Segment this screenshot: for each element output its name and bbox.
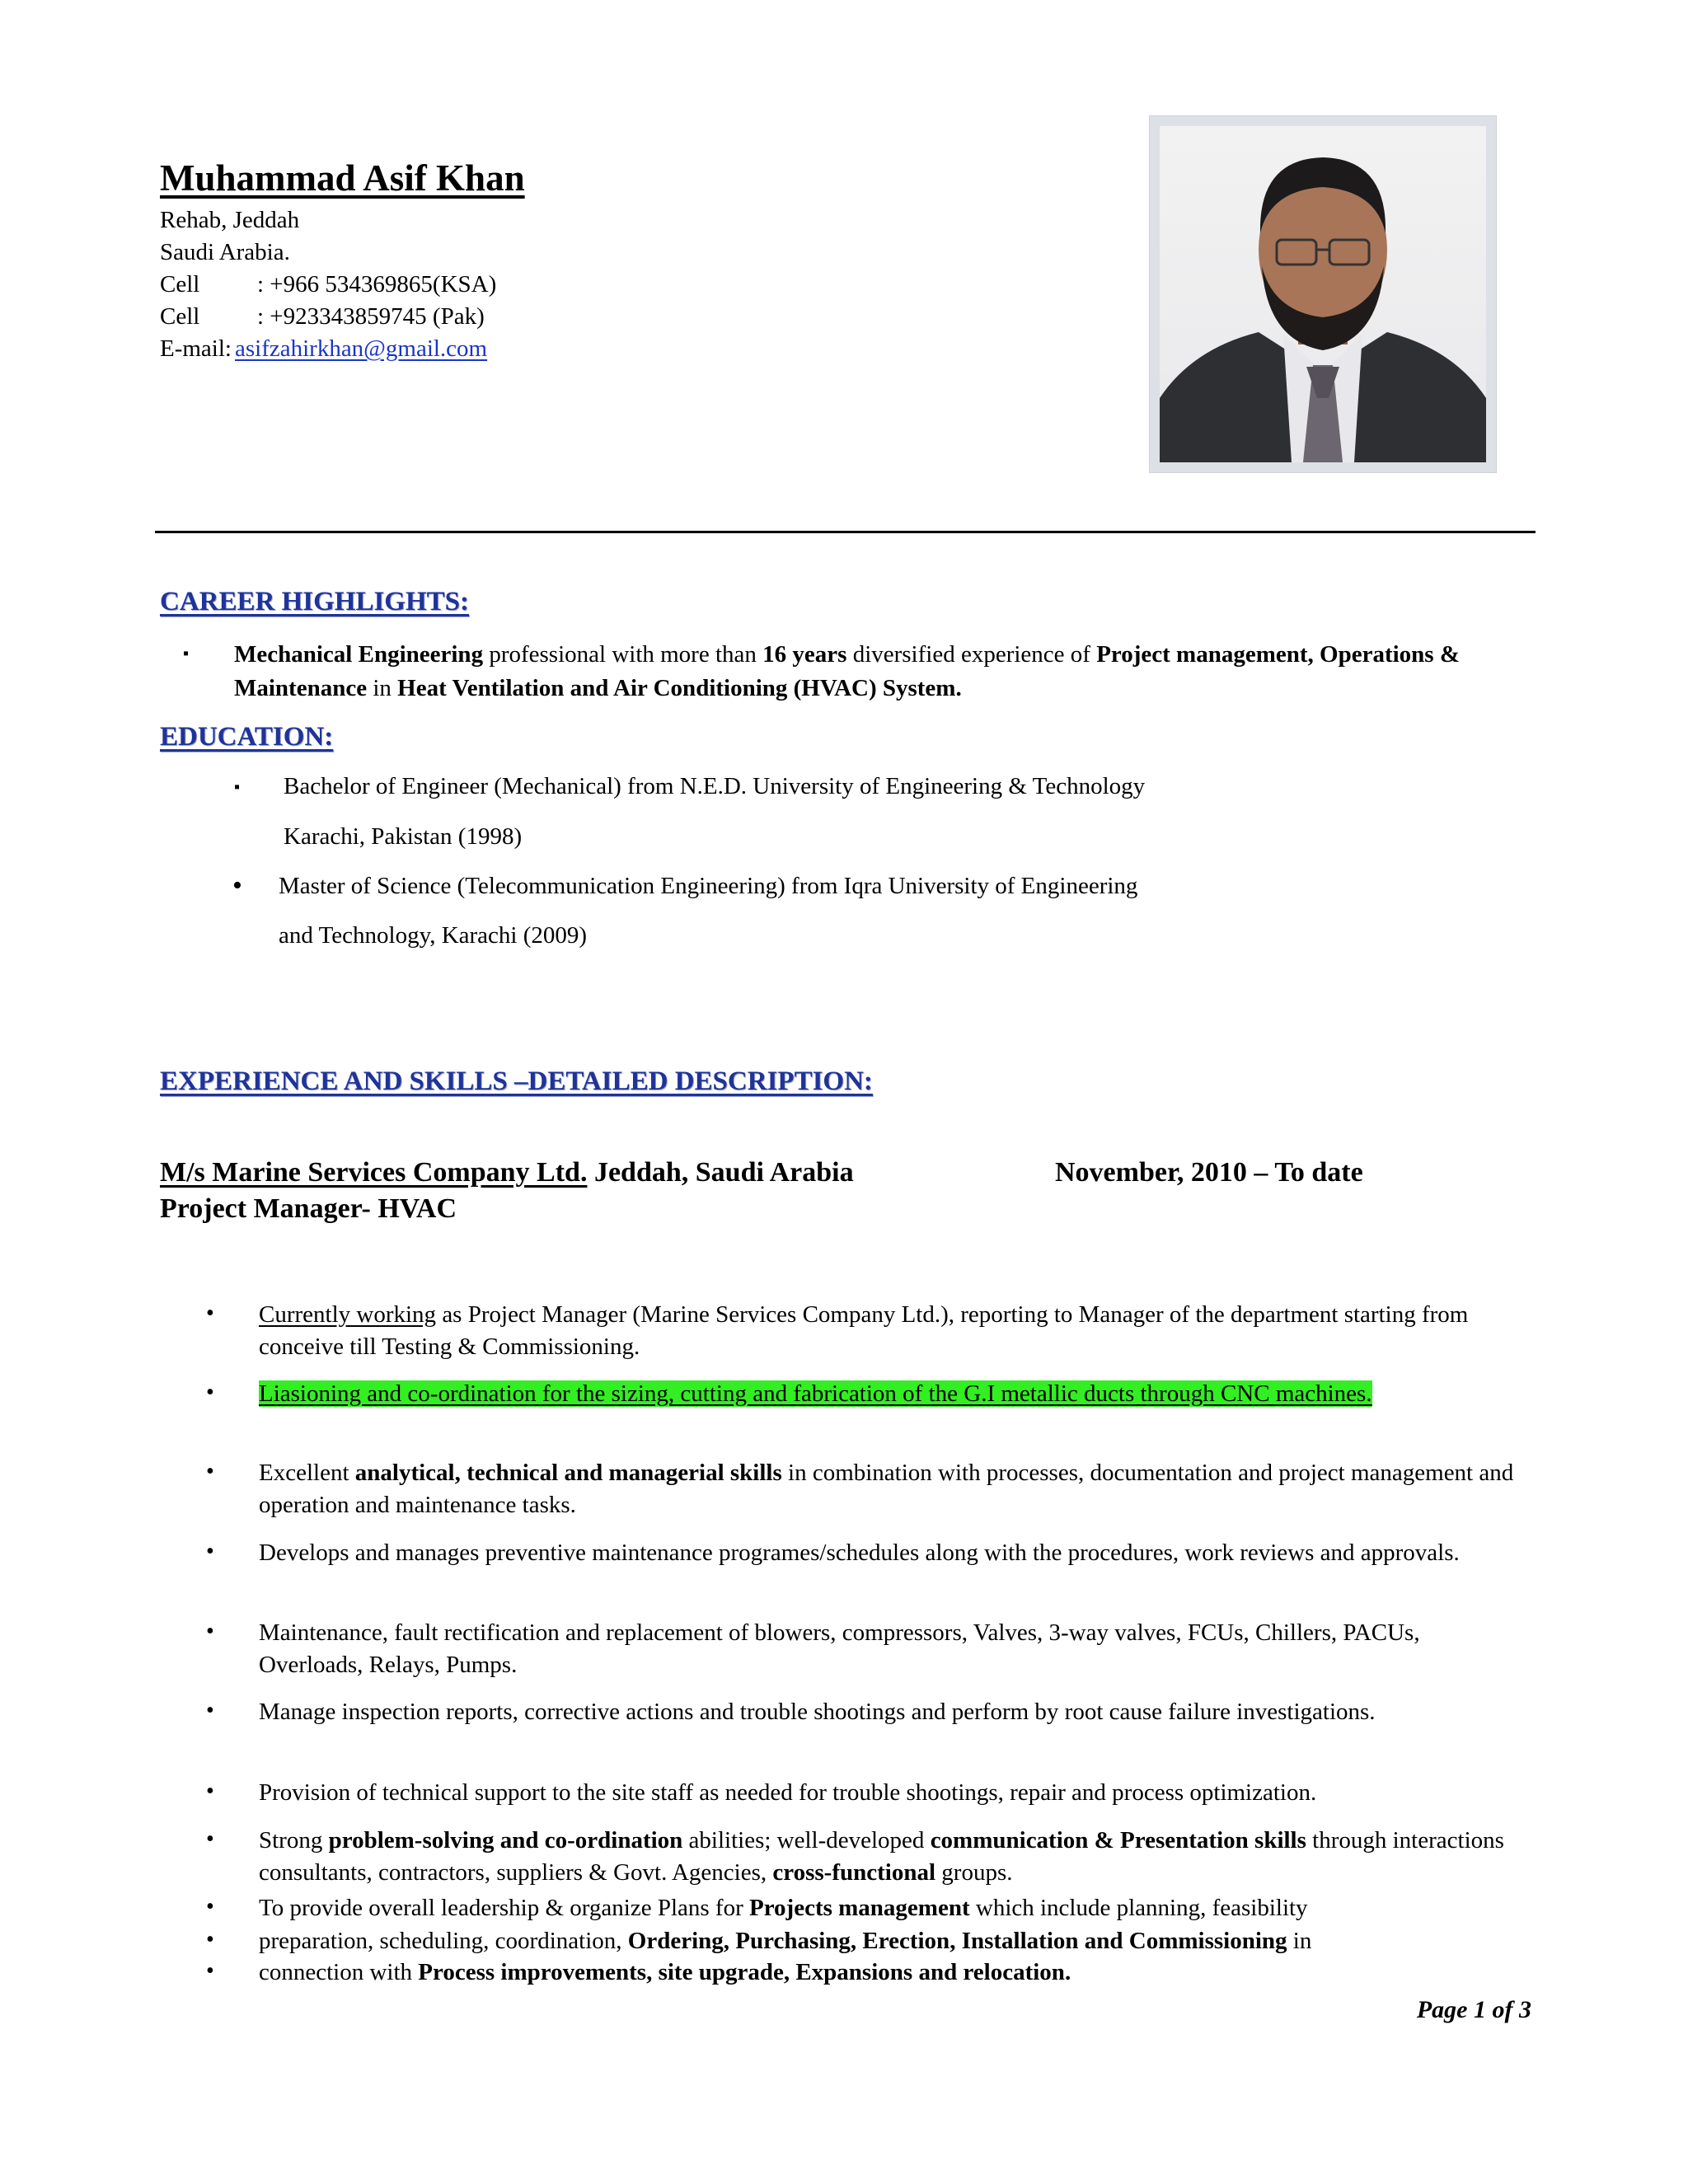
exp-item-7: Provision of technical support to the site staff as needed for trouble shootings, repair and process optimization. (259, 1779, 1317, 1806)
company-name: M/s Marine Services Company Ltd. (160, 1157, 588, 1188)
exp-bullet: • (206, 1826, 214, 1852)
exp-bullet: • (206, 1779, 214, 1804)
address-line-2: Saudi Arabia. (160, 239, 290, 265)
highlighted-text: Liasioning and co-ordination for the sizing, cutting and fabrication of the G.I metallic ducts through CNC machines. (259, 1380, 1372, 1407)
header-divider (155, 531, 1536, 533)
contact-block (160, 204, 496, 365)
exp-bullet: • (206, 1958, 214, 1984)
education-bullet-1: ▪ (234, 778, 241, 796)
exp-bullet: • (206, 1301, 214, 1326)
exp-item-4: Develops and manages preventive maintenance programes/schedules along with the procedures, work reviews and approvals. (259, 1540, 1460, 1566)
education-item-1-line-1: Bachelor of Engineer (Mechanical) from N.E.D. University of Engineering & Technology (284, 773, 1146, 799)
employment-dates: November, 2010 – To date (1055, 1157, 1363, 1188)
candidate-name: Muhammad Asif Khan (160, 157, 525, 199)
exp-item-10: preparation, scheduling, coordination, Ordering, Purchasing, Erection, Installation and Commissioning in (259, 1928, 1312, 1954)
cell-pak (160, 301, 496, 333)
exp-item-2 (259, 1378, 1429, 1410)
exp-bullet: • (206, 1539, 214, 1564)
exp-item-1: Currently working as Project Manager (Marine Services Company Ltd.), reporting to Manager of the department starting from conceive till Testing & Commissioning. (259, 1301, 1469, 1360)
exp-item-8: Strong problem-solving and co-ordination abilities; well-developed communication & Presentation skills through interactions consultants, contractors, suppliers & Govt. Agencies, cross-functional groups. (259, 1827, 1504, 1886)
email-row (160, 333, 496, 365)
company-line (160, 1157, 854, 1188)
exp-item-5: Maintenance, fault rectification and replacement of blowers, compressors, Valves, 3-way valves, FCUs, Chillers, PACUs, Overloads, Relays, Pumps. (259, 1619, 1420, 1678)
career-highlight-text: Mechanical Engineering professional with more than 16 years diversified experience of Project management, Operations & Maintenance in Heat Ventilation and Air Conditioning (HVAC) System. (234, 641, 1460, 701)
address-line-1: Rehab, Jeddah (160, 207, 300, 233)
exp-bullet: • (206, 1459, 214, 1484)
cell-ksa (160, 269, 496, 301)
exp-bullet: • (206, 1619, 214, 1644)
exp-item-3: Excellent analytical, technical and managerial skills in combination with processes, documentation and project management and operation and maintenance tasks. (259, 1460, 1514, 1518)
cell-pak-label: Cell (160, 303, 200, 330)
person-portrait-icon (1160, 126, 1486, 462)
cell-pak-value: : +923343859745 (Pak) (257, 303, 485, 330)
exp-bullet: • (206, 1380, 214, 1405)
education-bullet-2: • (232, 870, 242, 901)
exp-bullet: • (206, 1927, 214, 1952)
email-link[interactable]: asifzahirkhan@gmail.com (234, 335, 488, 362)
exp-item-9: To provide overall leadership & organize Plans for Projects management which include planning, feasibility (259, 1895, 1308, 1921)
education-item-2-line-1: Master of Science (Telecommunication Engineering) from Iqra University of Engineering (279, 873, 1138, 899)
education-item-1-line-2: Karachi, Pakistan (1998) (284, 823, 523, 850)
exp-bullet: • (206, 1698, 214, 1723)
exp-bullet: • (206, 1894, 214, 1919)
email-label: E-mail: (160, 335, 232, 362)
job-role: Project Manager- HVAC (160, 1193, 457, 1224)
page-number: Page 1 of 3 (1416, 1996, 1531, 2023)
career-bullet: ▪ (183, 644, 190, 663)
cell-ksa-value: : +966 534369865(KSA) (257, 271, 497, 298)
profile-photo (1149, 115, 1497, 473)
exp-item-11: connection with Process improvements, site upgrade, Expansions and relocation. (259, 1959, 1071, 1985)
profile-photo-image (1160, 126, 1486, 462)
education-item-2-line-2: and Technology, Karachi (2009) (279, 922, 588, 949)
company-location: Jeddah, Saudi Arabia (587, 1157, 854, 1188)
career-highlights-heading: CAREER HIGHLIGHTS: (160, 587, 469, 616)
education-heading: EDUCATION: (160, 722, 334, 752)
cell-ksa-label: Cell (160, 271, 200, 298)
experience-heading: EXPERIENCE AND SKILLS –DETAILED DESCRIPTION: (160, 1066, 873, 1096)
exp-item-6: Manage inspection reports, corrective actions and trouble shootings and perform by root cause failure investigations. (259, 1699, 1376, 1725)
